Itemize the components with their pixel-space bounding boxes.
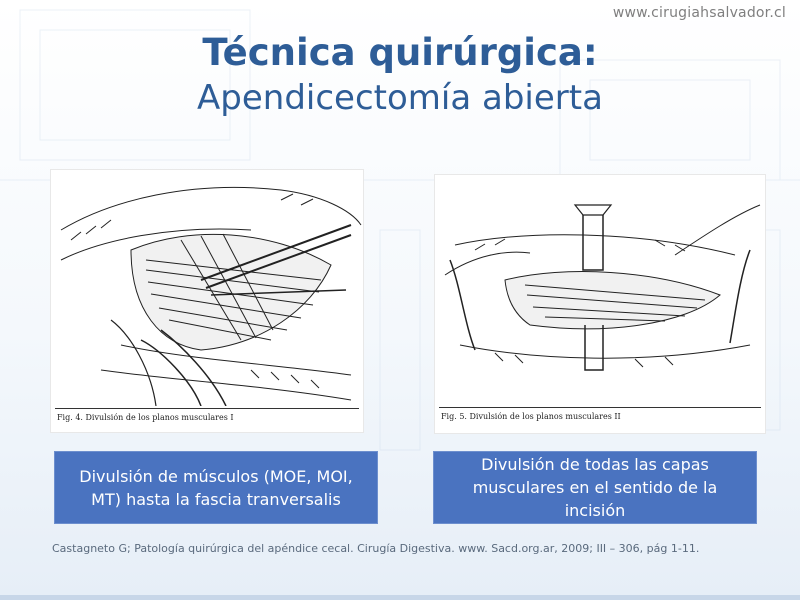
surgical-drawing-muscle-divulsion-2 bbox=[435, 175, 765, 405]
figure-rule bbox=[55, 408, 359, 409]
figure-rule bbox=[439, 407, 761, 408]
footer-bar bbox=[0, 595, 800, 600]
description-text-1: Divulsión de músculos (MOE, MOI, MT) hasta la fascia tranversalis bbox=[79, 466, 353, 509]
slide-title bbox=[0, 30, 800, 120]
figure-4-illustration bbox=[51, 170, 363, 432]
surgical-drawing-muscle-divulsion-1 bbox=[51, 170, 363, 406]
description-box-1 bbox=[54, 451, 378, 524]
description-box-2 bbox=[433, 451, 757, 524]
figure-5-illustration bbox=[435, 175, 765, 433]
figure-4-caption: Fig. 4. Divulsión de los planos musculares I bbox=[57, 413, 234, 422]
title-line-1: Técnica quirúrgica: bbox=[202, 31, 598, 74]
title-line-2: Apendicectomía abierta bbox=[197, 78, 603, 118]
figure-5-caption: Fig. 5. Divulsión de los planos musculares II bbox=[441, 412, 621, 421]
description-text-2: Divulsión de todas las capas musculares en el sentido de la incisión bbox=[472, 455, 718, 520]
website-url: www.cirugiahsalvador.cl bbox=[612, 5, 786, 21]
reference-citation: Castagneto G; Patología quirúrgica del apéndice cecal. Cirugía Digestiva. www. Sacd.org.ar, 2009; III – 306, pág 1-11. bbox=[52, 542, 700, 555]
